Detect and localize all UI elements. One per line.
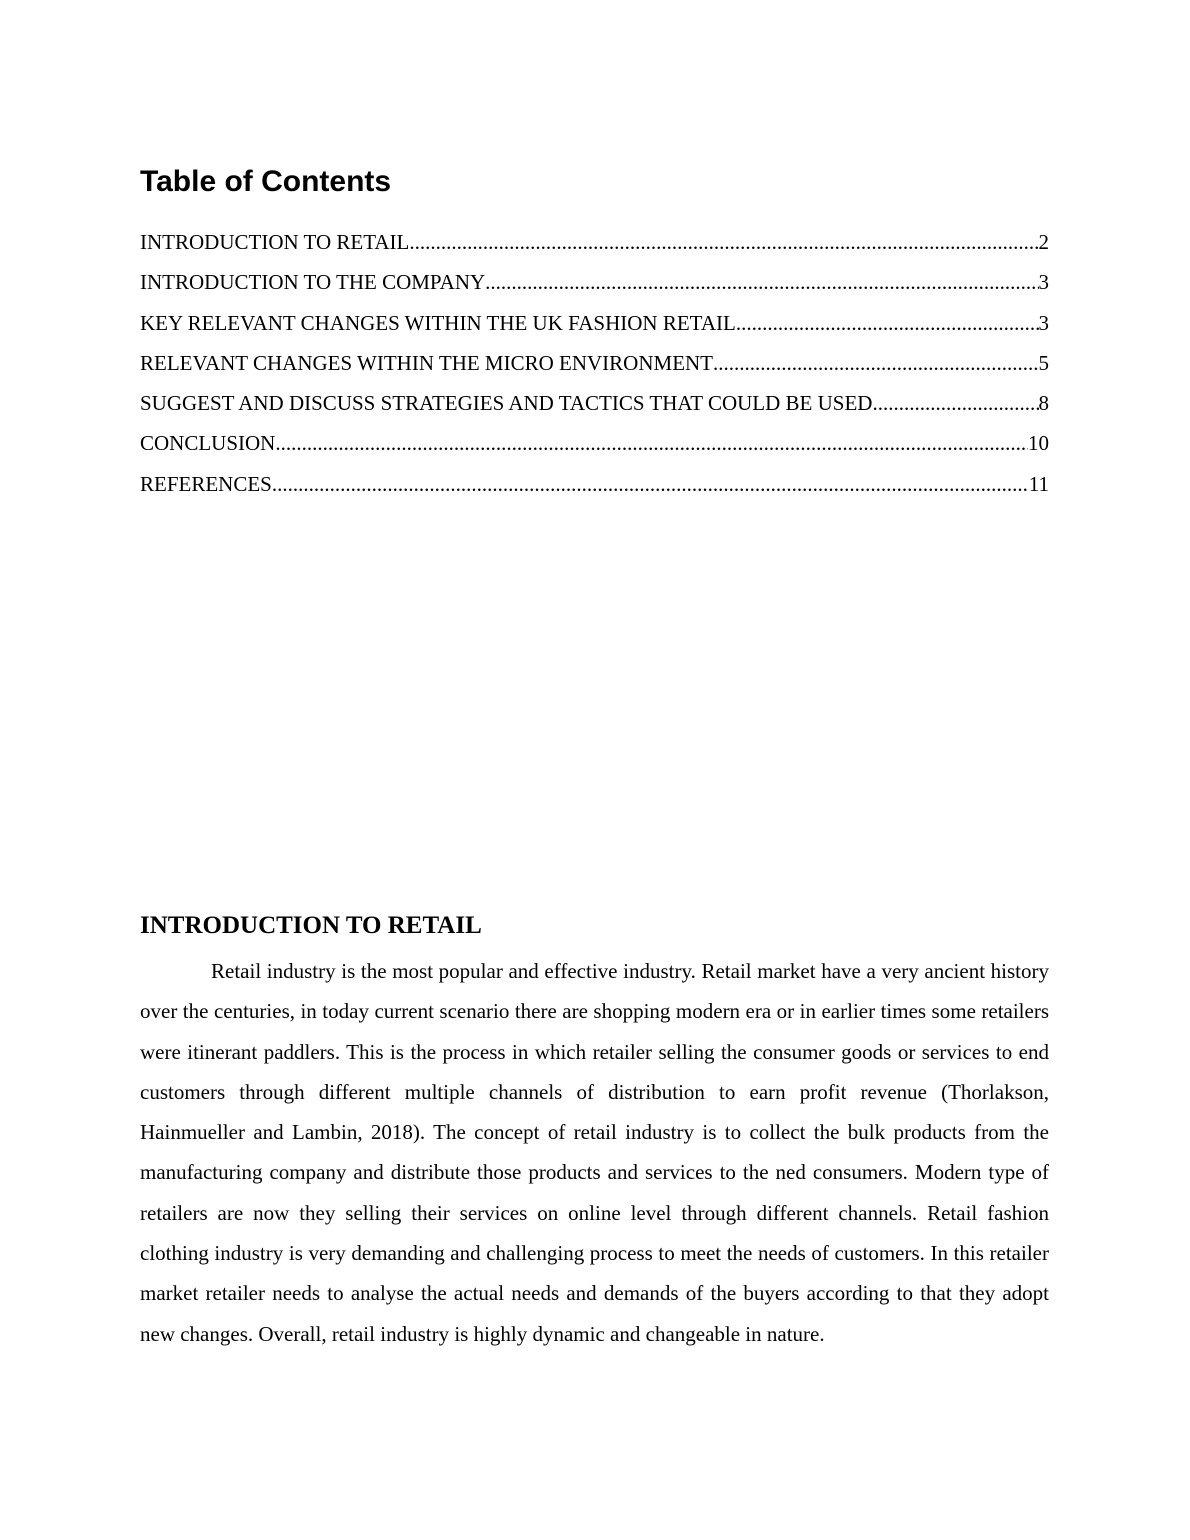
toc-entry-page: 10 — [1028, 431, 1049, 456]
toc-entry[interactable] — [140, 464, 1049, 504]
toc-entry[interactable] — [140, 222, 1049, 262]
toc-entry-title: CONCLUSION — [140, 431, 276, 456]
section-heading: INTRODUCTION TO RETAIL — [140, 912, 482, 939]
toc-entry[interactable] — [140, 383, 1049, 423]
toc-entry[interactable] — [140, 343, 1049, 383]
toc-entry-title: INTRODUCTION TO THE COMPANY — [140, 270, 486, 295]
toc-entry-page: 2 — [1038, 230, 1049, 254]
toc-entry[interactable] — [140, 303, 1049, 343]
toc-entry-title: INTRODUCTION TO RETAIL — [140, 230, 410, 254]
toc-entry-page: 5 — [1038, 350, 1049, 375]
toc-list — [140, 222, 1049, 504]
toc-dot-leader — [736, 303, 1039, 343]
toc-entry[interactable] — [140, 423, 1049, 463]
toc-heading: Table of Contents — [140, 165, 392, 198]
body-paragraph: Retail industry is the most popular and effective industry. Retail market have a very ancient history over the centuries, in today current scenario there are shopping modern era or in earlier times some retailers were itinerant paddlers. This is the process in which retailer selling the consumer goods or services to end customers through different multiple channels of distribution to earn profit revenue (Thorlakson, Hainmueller and Lambin, 2018). The concept of retail industry is to collect the bulk products from the manufacturing company and distribute those products and services to the ned consumers. Modern type of retailers are now they selling their services on online level through different channels. Retail fashion clothing industry is very demanding and challenging process to meet the needs of customers. In this retailer market retailer needs to analyse the actual needs and demands of the buyers according to that they adopt new changes. Overall, retail industry is highly dynamic and changeable in nature. — [140, 959, 1049, 1346]
toc-dot-leader — [485, 262, 1038, 302]
toc-dot-leader — [713, 343, 1038, 383]
toc-entry-title: RELEVANT CHANGES WITHIN THE MICRO ENVIRONMENT — [140, 350, 714, 375]
toc-entry-title: SUGGEST AND DISCUSS STRATEGIES AND TACTICS THAT COULD BE USED — [140, 391, 873, 416]
toc-entry-title: KEY RELEVANT CHANGES WITHIN THE UK FASHION RETAIL — [140, 310, 736, 335]
toc-entry-page: 3 — [1038, 310, 1049, 335]
toc-entry-page: 8 — [1038, 391, 1049, 416]
toc-entry[interactable] — [140, 262, 1049, 302]
toc-dot-leader — [872, 383, 1038, 423]
toc-dot-leader — [409, 222, 1038, 262]
toc-dot-leader — [272, 464, 1029, 504]
toc-entry-page: 3 — [1038, 270, 1049, 295]
toc-entry-page: 11 — [1028, 471, 1049, 496]
toc-entry-title: REFERENCES — [140, 471, 272, 496]
toc-dot-leader — [275, 423, 1028, 463]
